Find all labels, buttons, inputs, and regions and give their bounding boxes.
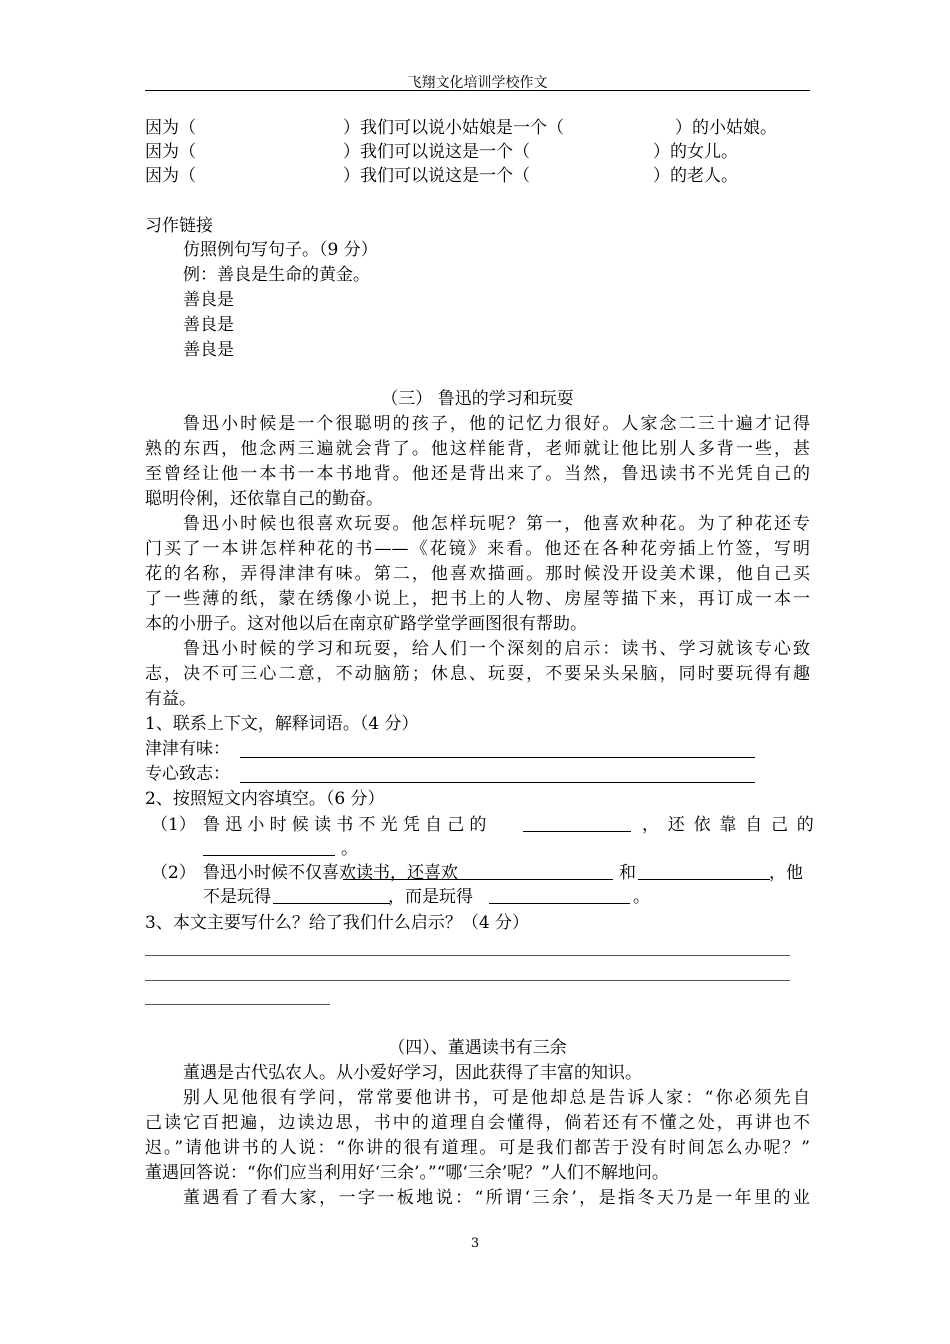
page-number: 3 xyxy=(470,1236,480,1251)
q1-answer-line-1[interactable] xyxy=(240,757,755,758)
writing-prompt-1: 善良是 xyxy=(183,290,234,310)
q3-answer-line-1[interactable] xyxy=(145,955,790,956)
s4-line-3: 己读它百把遍，边读边思，书中的道理自会懂得，倘若还有不懂之处，再讲也不 xyxy=(145,1113,810,1133)
reason-row-3-c: ）的老人。 xyxy=(653,166,738,186)
writing-prompt-3: 善良是 xyxy=(183,340,234,360)
s3-p2-line-3: 花的名称，弄得津津有味。第二，他喜欢描画。那时候没开设美术课，他自己买 xyxy=(145,564,810,584)
s3-p2-line-4: 了一些薄的纸，蒙在绣像小说上，把书上的人物、房屋等描下来，再订成一本一 xyxy=(145,589,810,609)
q3-answer-line-3[interactable] xyxy=(145,1004,330,1005)
question-2: 2、按照短文内容填空。（6 分） xyxy=(145,789,385,809)
q2-item-2 xyxy=(145,861,810,885)
writing-prompt-2: 善良是 xyxy=(183,315,234,335)
header-rule xyxy=(145,90,810,91)
s3-p1-line-4: 聪明伶俐，还依靠自己的勤奋。 xyxy=(145,489,383,509)
s3-p3-line-3: 有益。 xyxy=(145,689,196,709)
s3-p1-line-3: 至曾经让他一本书一本书地背。他还是背出来了。当然，鲁迅读书不光凭自己的 xyxy=(145,464,810,484)
q2-item-1-text: 鲁迅小时候读书不光凭自己的 xyxy=(203,815,492,835)
q2-2-blank-1[interactable] xyxy=(343,879,613,880)
s3-p1-line-2: 熟的东西，他念两三遍就会背了。他这样能背，老师就让他比别人多背一些，甚 xyxy=(145,439,810,459)
q2-1-blank-1[interactable] xyxy=(523,831,631,832)
page-header: 飞翔文化培训学校作文 xyxy=(407,75,548,91)
q1-item-1-label: 津津有味： xyxy=(145,739,230,759)
writing-title: 习作链接 xyxy=(145,216,213,236)
q1-answer-line-2[interactable] xyxy=(240,782,755,783)
s3-p2-line-1: 鲁迅小时候也很喜欢玩耍。他怎样玩呢？第一，他喜欢种花。为了种花还专 xyxy=(183,514,810,534)
q2-item-1-end: 。 xyxy=(341,839,358,859)
s4-line-2: 别人见他很有学问，常常要他讲书，可是他却总是告诉人家：“你必须先自 xyxy=(183,1088,810,1108)
q2-item-1-text2: ，还依靠自己的 xyxy=(642,815,823,835)
s4-line-1: 董遇是古代弘农人。从小爱好学习，因此获得了丰富的知识。 xyxy=(183,1063,642,1083)
reason-row-3-b: ）我们可以说这是一个（ xyxy=(343,166,530,186)
section4-title: （四）、董遇读书有三余 xyxy=(388,1038,567,1058)
reason-row-3-a: 因为（ xyxy=(145,166,196,186)
writing-task: 仿照例句写句子。（9 分） xyxy=(183,240,378,260)
reason-row-1-c: ）的小姑娘。 xyxy=(675,118,777,138)
s3-p2-line-2: 门买了一本讲怎样种花的书——《花镜》来看。他还在各种花旁插上竹签，写明 xyxy=(145,539,810,559)
q2-2-blank-3[interactable] xyxy=(273,903,390,904)
s3-p1-line-1: 鲁迅小时候是一个很聪明的孩子，他的记忆力很好。人家念二三十遍才记得 xyxy=(183,414,810,434)
question-1: 1、联系上下文，解释词语。（4 分） xyxy=(145,714,419,734)
q3-answer-line-2[interactable] xyxy=(145,980,790,981)
q2-item-2-b: 和 xyxy=(619,863,636,883)
q2-item-1 xyxy=(145,813,823,837)
s3-p3-line-1: 鲁迅小时候的学习和玩耍，给人们一个深刻的启示：读书、学习就该专心致 xyxy=(183,639,810,659)
reason-row-1-a: 因为（ xyxy=(145,118,196,138)
q2-item-2-c: ，他 xyxy=(769,863,803,883)
q2-2-blank-2[interactable] xyxy=(638,879,770,880)
q2-item-2-a: 鲁迅小时候不仅喜欢读书，还喜欢 xyxy=(203,863,458,883)
s3-p2-line-5: 本的小册子。这对他以后在南京矿路学堂学画图很有帮助。 xyxy=(145,614,587,634)
q2-item-2-num: （2） xyxy=(151,863,196,883)
section3-title: （三） 鲁迅的学习和玩耍 xyxy=(381,389,574,409)
reason-row-1-b: ）我们可以说小姑娘是一个（ xyxy=(343,118,564,138)
q2-item-2-f: 。 xyxy=(633,887,650,907)
reason-row-2 xyxy=(145,140,810,164)
q2-item-1-cont xyxy=(145,837,810,861)
reason-row-2-b: ）我们可以说这是一个（ xyxy=(343,142,530,162)
question-3: 3、本文主要写什么？给了我们什么启示？（4 分） xyxy=(145,913,530,933)
reason-row-2-c: ）的女儿。 xyxy=(653,142,738,162)
reason-row-1 xyxy=(145,116,810,140)
s4-line-6: 董遇看了看大家，一字一板地说：“所谓‘三余’，是指冬天乃是一年里的业 xyxy=(183,1188,810,1208)
writing-example: 例：善良是生命的黄金。 xyxy=(183,265,370,285)
q1-item-2-label: 专心致志： xyxy=(145,764,230,784)
q2-1-blank-2[interactable] xyxy=(203,855,335,856)
q2-item-2-cont xyxy=(145,885,810,909)
q2-2-blank-4[interactable] xyxy=(489,903,630,904)
q2-item-1-num: （1） xyxy=(151,815,196,835)
reason-row-2-a: 因为（ xyxy=(145,142,196,162)
q2-item-2-d: 不是玩得 xyxy=(203,887,271,907)
q2-item-2-e: ，而是玩得 xyxy=(388,887,473,907)
s3-p3-line-2: 志，决不可三心二意，不动脑筋；休息、玩耍，不要呆头呆脑，同时要玩得有趣 xyxy=(145,664,810,684)
s4-line-4: 迟。”请他讲书的人说：“你讲的很有道理。可是我们都苦于没有时间怎么办呢？” xyxy=(145,1138,810,1158)
s4-line-5: 董遇回答说：“你们应当利用好‘三余’。”“哪‘三余’呢？”人们不解地问。 xyxy=(145,1163,669,1183)
reason-row-3 xyxy=(145,164,810,188)
